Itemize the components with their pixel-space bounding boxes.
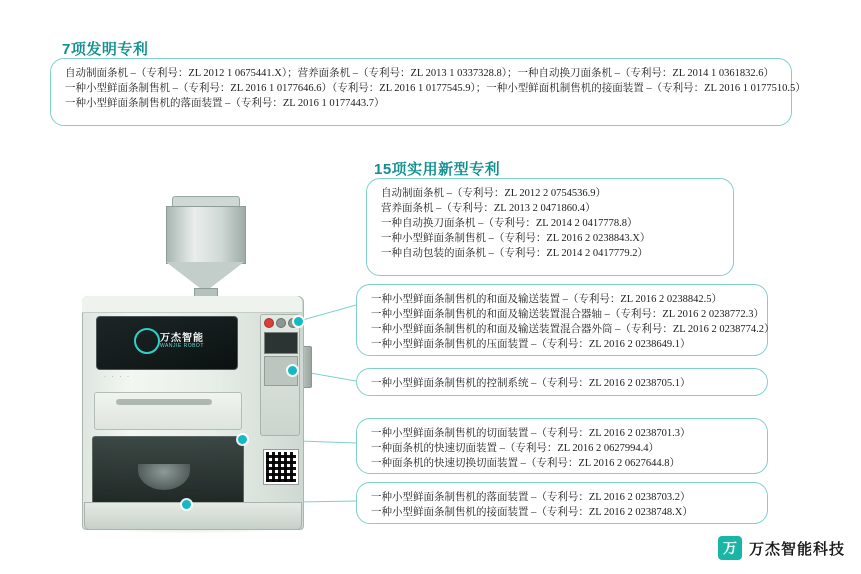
connector-dot-dropping xyxy=(182,500,191,509)
callout-control-system xyxy=(356,368,768,396)
machine-base xyxy=(84,502,302,530)
callout-line: 一种面条机的快速切面装置 –（专利号：ZL 2016 2 0627994.4） xyxy=(371,443,660,454)
heading-utility-patents: 15项实用新型专利 xyxy=(374,161,501,178)
company-logo-icon: 万 xyxy=(718,536,742,560)
callout-line: 一种小型鲜面条制售机 –（专利号：ZL 2016 1 0177646.6）（专利号：ZL 2016 1 0177545.9）；一种小型鲜面机制售机的接面装置 –（专利号：ZL 2016 1 0177510.5） xyxy=(65,83,806,94)
callout-line: 一种小型鲜面条制售机的和面及输送装置混合器轴 –（专利号：ZL 2016 2 0238772.3） xyxy=(371,309,765,320)
callout-utility-patents xyxy=(366,178,734,276)
callout-line: 一种小型鲜面条制售机的切面装置 –（专利号：ZL 2016 2 0238701.3） xyxy=(371,428,691,439)
heading-invention-patents: 7项发明专利 xyxy=(62,41,149,58)
callout-line: 一种小型鲜面条制售机的和面及输送装置混合器外筒 –（专利号：ZL 2016 2 0238774.2） xyxy=(371,324,775,335)
callout-line: 自动制面条机 –（专利号：ZL 2012 1 0675441.X）；营养面条机 –（专利号：ZL 2013 1 0337328.8）；一种自动换刀面条机 –（专利号：ZL 2014 1 0361832.6） xyxy=(65,68,775,79)
callout-line: 一种自动换刀面条机 –（专利号：ZL 2014 2 0417778.8） xyxy=(381,218,638,229)
callout-mixing-conveying xyxy=(356,284,775,356)
panel-button-1 xyxy=(276,318,286,328)
callout-line: 一种小型鲜面条制售机的压面装置 –（专利号：ZL 2016 2 0238649.1） xyxy=(371,339,691,350)
panel-screen xyxy=(264,332,298,354)
callout-line: 一种小型鲜面条制售机的接面装置 –（专利号：ZL 2016 2 0238748.X） xyxy=(371,507,693,518)
hopper-body xyxy=(166,206,246,264)
callout-line: 营养面条机 –（专利号：ZL 2013 2 0471860.4） xyxy=(381,203,596,214)
callout-line: 一种小型鲜面条制售机 –（专利号：ZL 2016 2 0238843.X） xyxy=(381,233,651,244)
callout-line: 一种小型鲜面条制售机的落面装置 –（专利号：ZL 2016 2 0238703.2） xyxy=(371,492,691,503)
callout-line: 一种小型鲜面条制售机的和面及输送装置 –（专利号：ZL 2016 2 0238842.5） xyxy=(371,294,723,305)
callout-line: 自动制面条机 –（专利号：ZL 2012 2 0754536.9） xyxy=(381,188,607,199)
connector-dot-control xyxy=(288,366,297,375)
callout-cutting-device xyxy=(356,418,768,474)
brand-footer xyxy=(718,536,845,560)
callout-line: 一种小型鲜面条制售机的控制系统 –（专利号：ZL 2016 2 0238705.1） xyxy=(371,378,691,389)
callout-line: 一种自动包装的面条机 –（专利号：ZL 2014 2 0417779.2） xyxy=(381,248,649,259)
qr-code xyxy=(264,450,298,484)
callout-line: 一种面条机的快速切换切面装置 –（专利号：ZL 2016 2 0627644.8） xyxy=(371,458,681,469)
callout-invention-patents xyxy=(50,58,806,126)
drawer-handle xyxy=(116,399,212,405)
machine-logo-subtext: WANJIE ROBOT xyxy=(160,343,204,349)
cabinet-top-panel xyxy=(82,296,302,313)
callout-line: 一种小型鲜面条制售机的落面装置 –（专利号：ZL 2016 1 0177443.7） xyxy=(65,98,385,109)
callout-dropping-device xyxy=(356,482,768,524)
brand-logo-icon xyxy=(134,328,160,354)
machine-logo-text: 万杰智能 xyxy=(160,333,204,344)
cabinet-marks: · · · · xyxy=(104,374,131,380)
noodle-machine-illustration xyxy=(74,196,314,541)
connector-dot-cutting xyxy=(238,435,247,444)
emergency-stop-button xyxy=(264,318,274,328)
drawer xyxy=(94,392,242,430)
company-name: 万杰智能科技 xyxy=(748,540,845,558)
connector-dot-conveying xyxy=(294,317,303,326)
